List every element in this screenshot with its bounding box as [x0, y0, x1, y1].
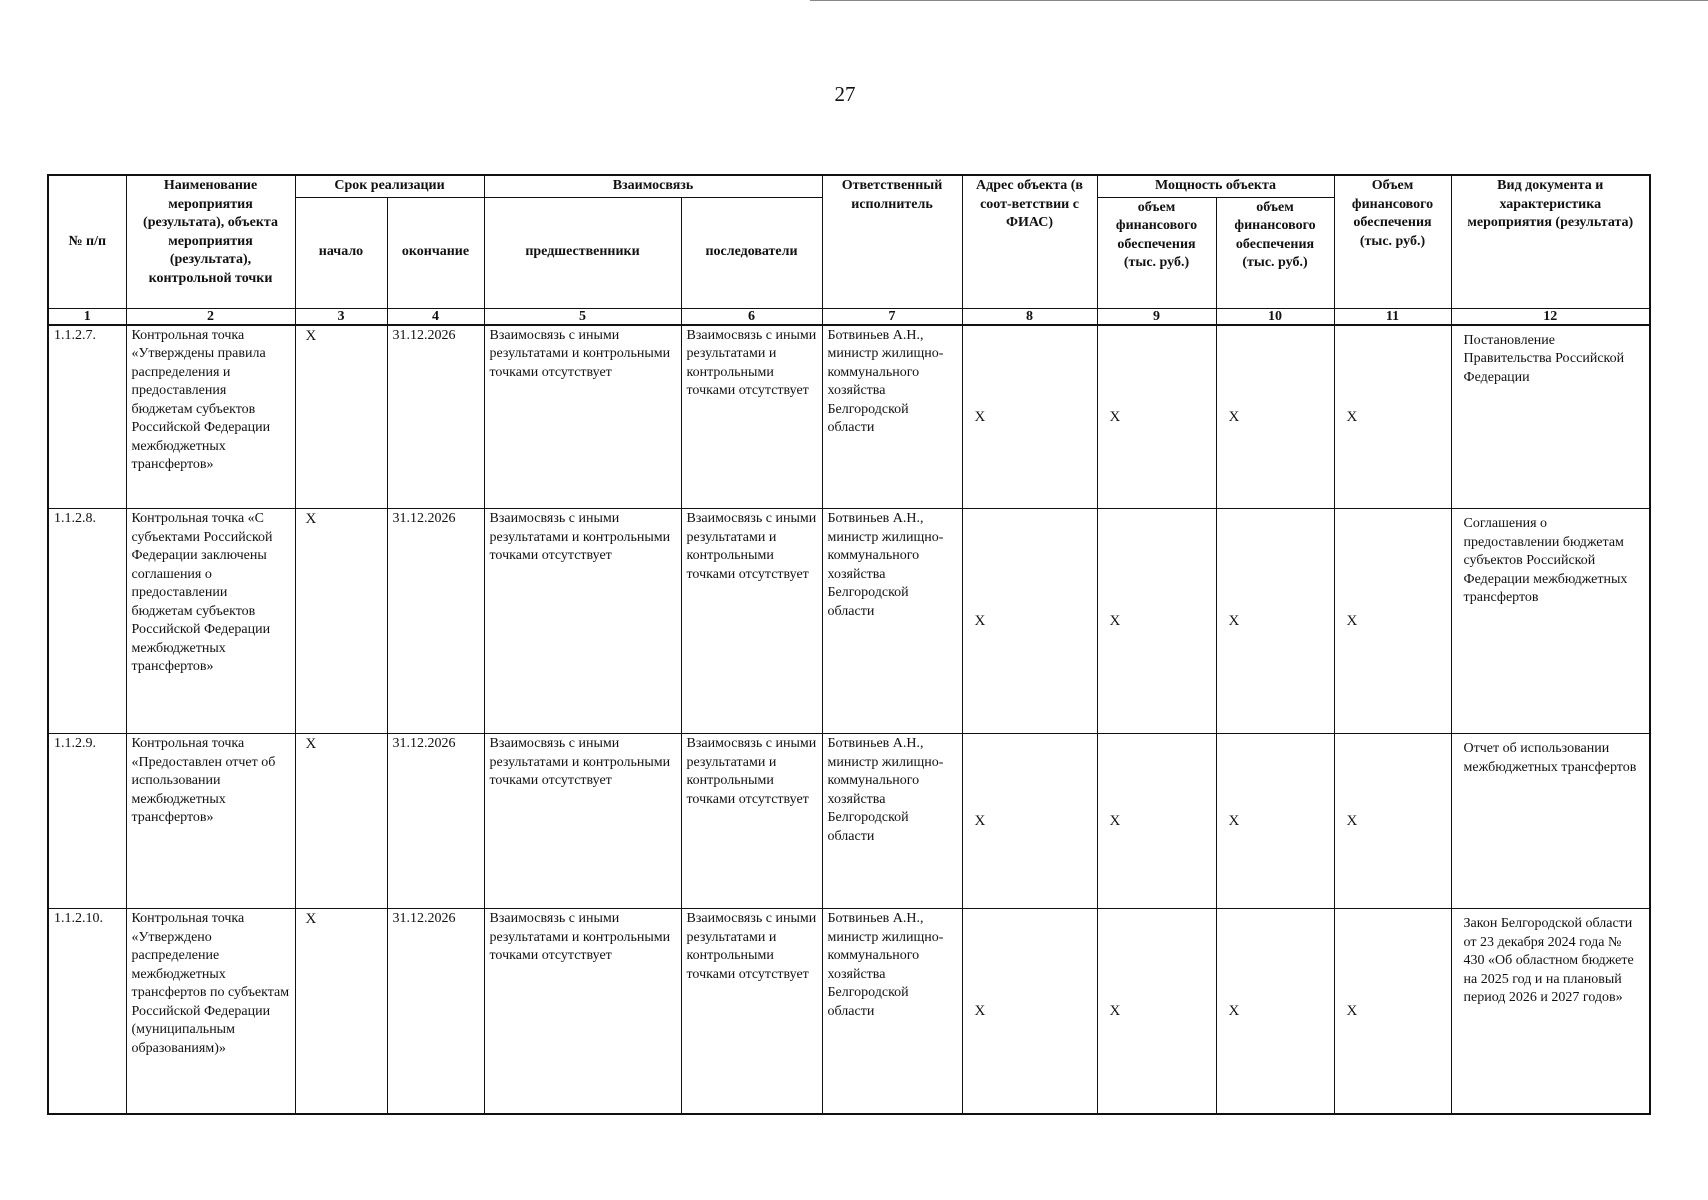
- row-number: 1.1.2.10.: [48, 909, 126, 1114]
- row-number: 1.1.2.8.: [48, 509, 126, 734]
- row-number: 1.1.2.9.: [48, 734, 126, 909]
- row-doc-type: Отчет об использовании межбюджетных трансфертов: [1451, 734, 1650, 909]
- col-number: 10: [1216, 308, 1334, 325]
- row-address: X: [962, 509, 1097, 734]
- row-fin-volume: X: [1334, 909, 1451, 1114]
- col-number: 6: [681, 308, 822, 325]
- row-doc-type: Соглашения о предоставлении бюджетам субъектов Российской Федерации межбюджетных трансфертов: [1451, 509, 1650, 734]
- row-end: 31.12.2026: [387, 325, 484, 509]
- row-fin-volume: X: [1334, 734, 1451, 909]
- col-number: 8: [962, 308, 1097, 325]
- row-name: Контрольная точка «Утверждены правила распределения и предоставления бюджетам субъектов Российской Федерации межбюджетных трансфертов»: [126, 325, 295, 509]
- row-successors: Взаимосвязь с иными результатами и контрольными точками отсутствует: [681, 509, 822, 734]
- row-end: 31.12.2026: [387, 509, 484, 734]
- row-address: X: [962, 325, 1097, 509]
- header-start: начало: [295, 197, 387, 308]
- header-responsible: Ответственный исполнитель: [822, 175, 962, 308]
- row-predecessors: Взаимосвязь с иными результатами и контрольными точками отсутствует: [484, 734, 681, 909]
- row-volume-1: X: [1097, 325, 1216, 509]
- row-volume-1: X: [1097, 909, 1216, 1114]
- row-predecessors: Взаимосвязь с иными результатами и контрольными точками отсутствует: [484, 509, 681, 734]
- row-predecessors: Взаимосвязь с иными результатами и контрольными точками отсутствует: [484, 909, 681, 1114]
- row-volume-2: X: [1216, 509, 1334, 734]
- row-responsible: Ботвиньев А.Н., министр жилищно-коммунального хозяйства Белгородской области: [822, 325, 962, 509]
- table-row: [48, 325, 1650, 509]
- header-link: Взаимосвязь: [484, 175, 822, 197]
- row-name: Контрольная точка «Утверждено распределение межбюджетных трансфертов по субъектам Российской Федерации (муниципальным образованиям)»: [126, 909, 295, 1114]
- table-row: [48, 909, 1650, 1114]
- header-name: Наименование мероприятия (результата), объекта мероприятия (результата), контрольной точки: [126, 175, 295, 308]
- col-number: 9: [1097, 308, 1216, 325]
- col-number: 12: [1451, 308, 1650, 325]
- header-volume-1: объем финансового обеспечения (тыс. руб.): [1097, 197, 1216, 308]
- plan-table: [47, 174, 1651, 1115]
- row-volume-2: X: [1216, 325, 1334, 509]
- row-end: 31.12.2026: [387, 734, 484, 909]
- col-number: 3: [295, 308, 387, 325]
- row-address: X: [962, 909, 1097, 1114]
- row-name: Контрольная точка «С субъектами Российской Федерации заключены соглашения о предоставлении бюджетам субъектов Российской Федерации межбюджетных трансфертов»: [126, 509, 295, 734]
- col-number: 7: [822, 308, 962, 325]
- row-predecessors: Взаимосвязь с иными результатами и контрольными точками отсутствует: [484, 325, 681, 509]
- header-fin-volume: Объем финансового обеспечения (тыс. руб.): [1334, 175, 1451, 308]
- header-address: Адрес объекта (в соот-ветствии с ФИАС): [962, 175, 1097, 308]
- page-number: 27: [834, 82, 856, 106]
- header-doc-type: Вид документа и характеристика мероприятия (результата): [1451, 175, 1650, 308]
- col-number: 1: [48, 308, 126, 325]
- row-successors: Взаимосвязь с иными результатами и контрольными точками отсутствует: [681, 325, 822, 509]
- col-number: 5: [484, 308, 681, 325]
- row-successors: Взаимосвязь с иными результатами и контрольными точками отсутствует: [681, 734, 822, 909]
- row-volume-1: X: [1097, 509, 1216, 734]
- table-row: [48, 734, 1650, 909]
- row-successors: Взаимосвязь с иными результатами и контрольными точками отсутствует: [681, 909, 822, 1114]
- row-doc-type: Закон Белгородской области от 23 декабря 2024 года № 430 «Об областном бюджете на 2025 год и на плановый период 2026 и 2027 годов»: [1451, 909, 1650, 1114]
- row-fin-volume: X: [1334, 509, 1451, 734]
- col-number: 11: [1334, 308, 1451, 325]
- row-fin-volume: X: [1334, 325, 1451, 509]
- row-name: Контрольная точка «Предоставлен отчет об использовании межбюджетных трансфертов»: [126, 734, 295, 909]
- row-number: 1.1.2.7.: [48, 325, 126, 509]
- row-start: X: [295, 734, 387, 909]
- row-volume-2: X: [1216, 909, 1334, 1114]
- row-start: X: [295, 509, 387, 734]
- row-end: 31.12.2026: [387, 909, 484, 1114]
- col-number: 4: [387, 308, 484, 325]
- row-doc-type: Постановление Правительства Российской Федерации: [1451, 325, 1650, 509]
- header-volume-2: объем финансового обеспечения (тыс. руб.): [1216, 197, 1334, 308]
- row-volume-2: X: [1216, 734, 1334, 909]
- row-responsible: Ботвиньев А.Н., министр жилищно-коммунального хозяйства Белгородской области: [822, 509, 962, 734]
- row-responsible: Ботвиньев А.Н., министр жилищно-коммунального хозяйства Белгородской области: [822, 734, 962, 909]
- header-num: № п/п: [48, 175, 126, 308]
- header-predecessors: предшественники: [484, 197, 681, 308]
- header-end: окончание: [387, 197, 484, 308]
- header-power: Мощность объекта: [1097, 175, 1334, 197]
- col-number: 2: [126, 308, 295, 325]
- row-address: X: [962, 734, 1097, 909]
- row-start: X: [295, 909, 387, 1114]
- row-responsible: Ботвиньев А.Н., министр жилищно-коммунального хозяйства Белгородской области: [822, 909, 962, 1114]
- header-successors: последователи: [681, 197, 822, 308]
- row-volume-1: X: [1097, 734, 1216, 909]
- header-term: Срок реализации: [295, 175, 484, 197]
- top-rule: [810, 0, 1708, 1]
- table-row: [48, 509, 1650, 734]
- row-start: X: [295, 325, 387, 509]
